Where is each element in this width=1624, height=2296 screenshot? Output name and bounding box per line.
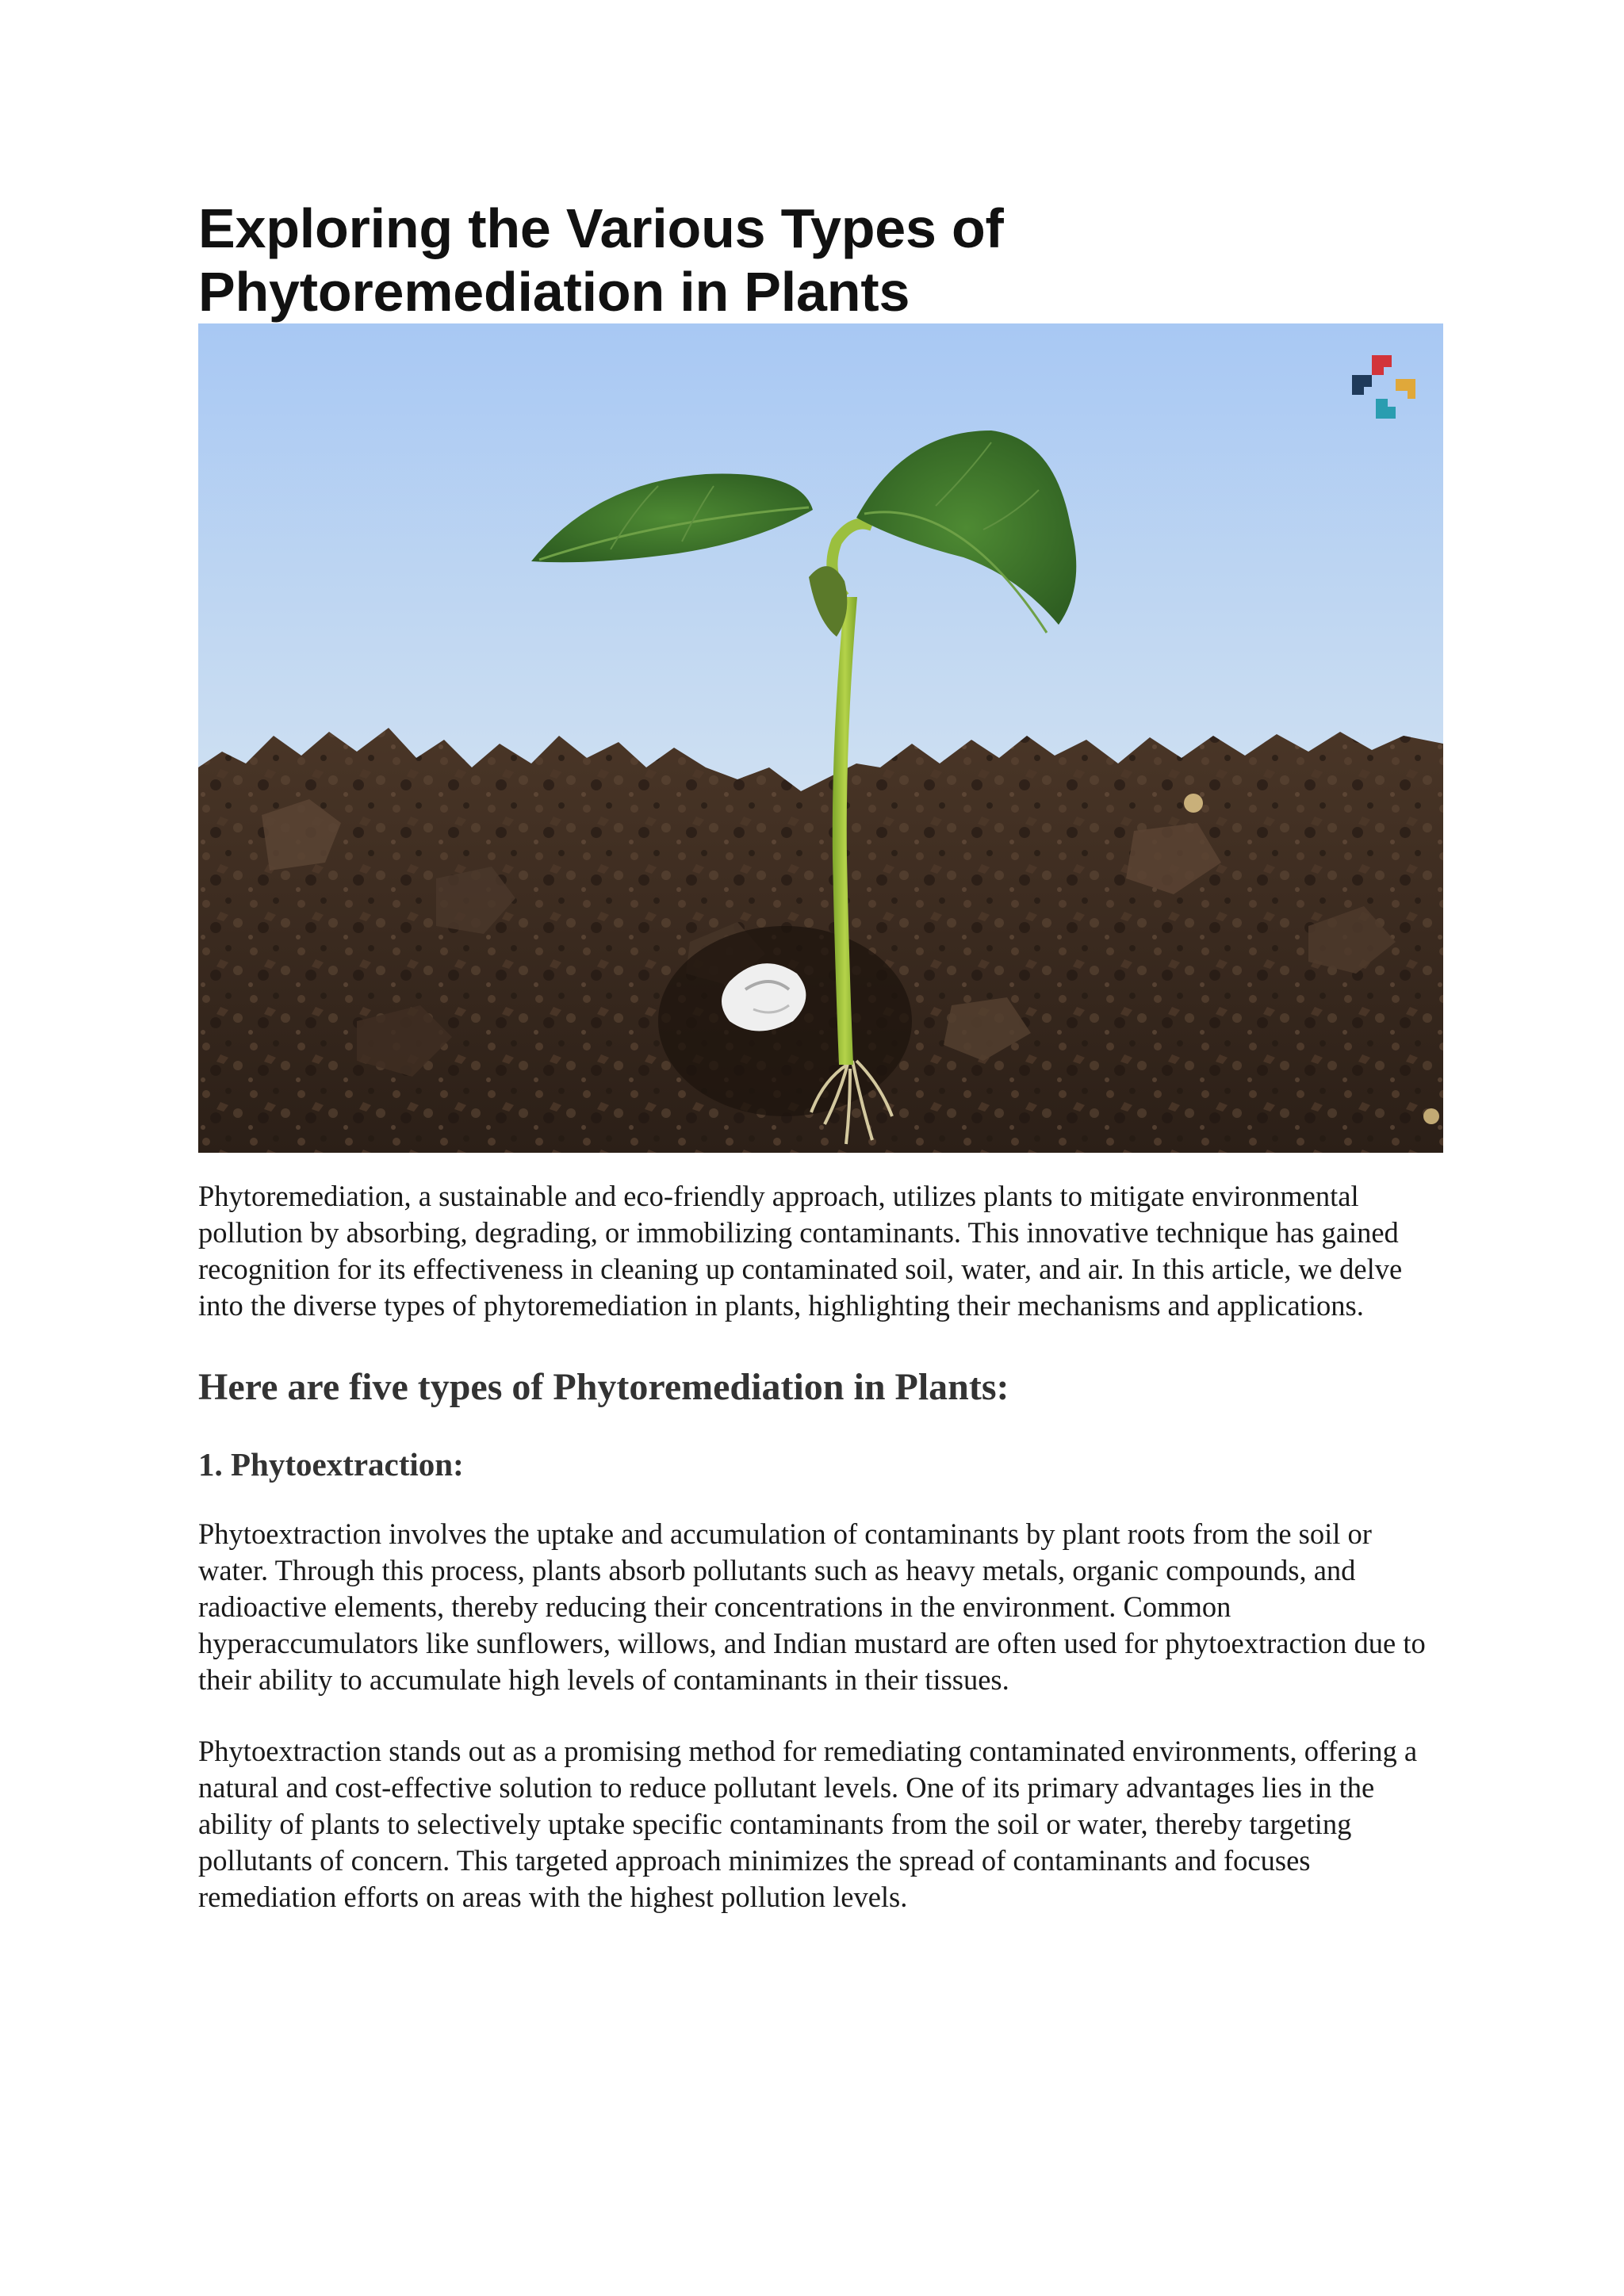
subsection-heading-phytoextraction: 1. Phytoextraction: — [198, 1446, 464, 1483]
section-heading: Here are five types of Phytoremediation in Plants: — [198, 1366, 1009, 1408]
phytoextraction-paragraph-1: Phytoextraction involves the uptake and accumulation of contaminants by plant roots from the soil or water. Through this process, plants absorb pollutants such as heavy metals, organic compounds, and radioactive elements, thereby reducing their concentrations in the environment. Common hyperaccumulators like sunflowers, willows, and Indian mustard are often used for phytoextraction due to their ability to accumulate high levels of contaminants in their tissues. — [198, 1517, 1426, 1696]
article-title-line-1: Exploring the Various Types of — [198, 197, 1004, 259]
intro-paragraph: Phytoremediation, a sustainable and eco-friendly approach, utilizes plants to mitigate environmental pollution by absorbing, degrading, or immobilizing contaminants. This innovative technique has gained recognition for its effectiveness in cleaning up contaminated soil, water, and air. In this article, we delve into the diverse types of phytoremediation in plants, highlighting their mechanisms and applications. — [198, 1180, 1403, 1322]
phytoextraction-paragraph-2: Phytoextraction stands out as a promising method for remediating contaminated environments, offering a natural and cost-effective solution to reduce pollutant levels. One of its primary advantages lies in the ability of plants to selectively uptake specific contaminants from the soil or water, thereby targeting pollutants of concern. This targeted approach minimizes the spread of contaminants and focuses remediation efforts on areas with the highest pollution levels. — [198, 1735, 1418, 1913]
article-title — [198, 197, 1443, 323]
hero-image — [198, 323, 1443, 1153]
article-title-line-2: Phytoremediation in Plants — [198, 261, 910, 323]
article — [198, 197, 1443, 1915]
seedling-photo — [198, 323, 1443, 1153]
medical-cross-logo-icon — [1344, 347, 1423, 427]
